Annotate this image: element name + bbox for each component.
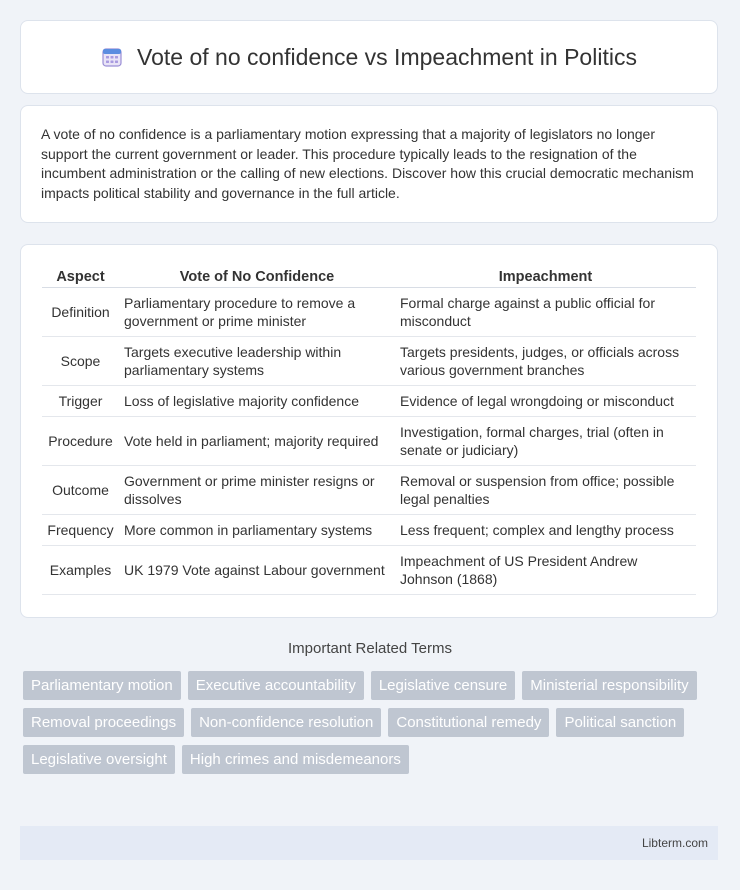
table-row: [42, 515, 696, 546]
aspect-cell: Scope: [42, 337, 119, 386]
aspect-cell: Procedure: [42, 417, 119, 466]
header-vote-of-no-confidence: Vote of No Confidence: [119, 265, 395, 288]
related-term-tag[interactable]: Non-confidence resolution: [191, 708, 381, 737]
table-row: [42, 466, 696, 515]
footer-site-link[interactable]: Libterm.com: [641, 836, 708, 850]
impeachment-cell: Targets presidents, judges, or officials across various government branches: [395, 337, 696, 386]
vote-cell: Government or prime minister resigns or dissolves: [119, 466, 395, 515]
related-term-tag[interactable]: Legislative oversight: [23, 745, 175, 774]
related-term-tag[interactable]: High crimes and misdemeanors: [182, 745, 409, 774]
page-title: Vote of no confidence vs Impeachment in Politics: [137, 43, 637, 70]
intro-text: A vote of no confidence is a parliamentary motion expressing that a majority of legislators no longer support the current government or leader. This procedure typically leads to the resignation of the incumbent administration or the calling of new elections. Discover how this crucial democratic mechanism impacts political stability and governance in the full article.: [41, 126, 694, 201]
intro-card: [20, 105, 718, 223]
aspect-cell: Trigger: [42, 386, 119, 417]
comparison-card: [20, 244, 718, 618]
related-term-tag[interactable]: Constitutional remedy: [388, 708, 549, 737]
impeachment-cell: Impeachment of US President Andrew Johnson (1868): [395, 546, 696, 595]
table-header-row: [42, 265, 696, 288]
impeachment-cell: Investigation, formal charges, trial (often in senate or judiciary): [395, 417, 696, 466]
table-row: [42, 337, 696, 386]
footer: [20, 826, 718, 860]
related-term-tag[interactable]: Legislative censure: [371, 671, 515, 700]
comparison-table: [42, 265, 696, 595]
vote-cell: Loss of legislative majority confidence: [119, 386, 395, 417]
impeachment-cell: Evidence of legal wrongdoing or misconduct: [395, 386, 696, 417]
vote-cell: Vote held in parliament; majority required: [119, 417, 395, 466]
aspect-cell: Frequency: [42, 515, 119, 546]
header-impeachment: Impeachment: [395, 265, 696, 288]
vote-cell: More common in parliamentary systems: [119, 515, 395, 546]
table-row: [42, 546, 696, 595]
impeachment-cell: Removal or suspension from office; possible legal penalties: [395, 466, 696, 515]
vote-cell: UK 1979 Vote against Labour government: [119, 546, 395, 595]
vote-cell: Parliamentary procedure to remove a government or prime minister: [119, 288, 395, 337]
impeachment-cell: Less frequent; complex and lengthy process: [395, 515, 696, 546]
related-terms-list: [23, 671, 713, 774]
related-term-tag[interactable]: Parliamentary motion: [23, 671, 181, 700]
related-term-tag[interactable]: Political sanction: [556, 708, 684, 737]
calendar-icon: [101, 46, 123, 68]
related-term-tag[interactable]: Ministerial responsibility: [522, 671, 696, 700]
aspect-cell: Outcome: [42, 466, 119, 515]
table-row: [42, 386, 696, 417]
table-row: [42, 288, 696, 337]
header-aspect: Aspect: [42, 265, 119, 288]
aspect-cell: Examples: [42, 546, 119, 595]
title-card: [20, 20, 718, 94]
table-row: [42, 417, 696, 466]
related-terms-heading: Important Related Terms: [288, 640, 452, 657]
related-term-tag[interactable]: Removal proceedings: [23, 708, 184, 737]
vote-cell: Targets executive leadership within parliamentary systems: [119, 337, 395, 386]
impeachment-cell: Formal charge against a public official for misconduct: [395, 288, 696, 337]
aspect-cell: Definition: [42, 288, 119, 337]
related-term-tag[interactable]: Executive accountability: [188, 671, 364, 700]
